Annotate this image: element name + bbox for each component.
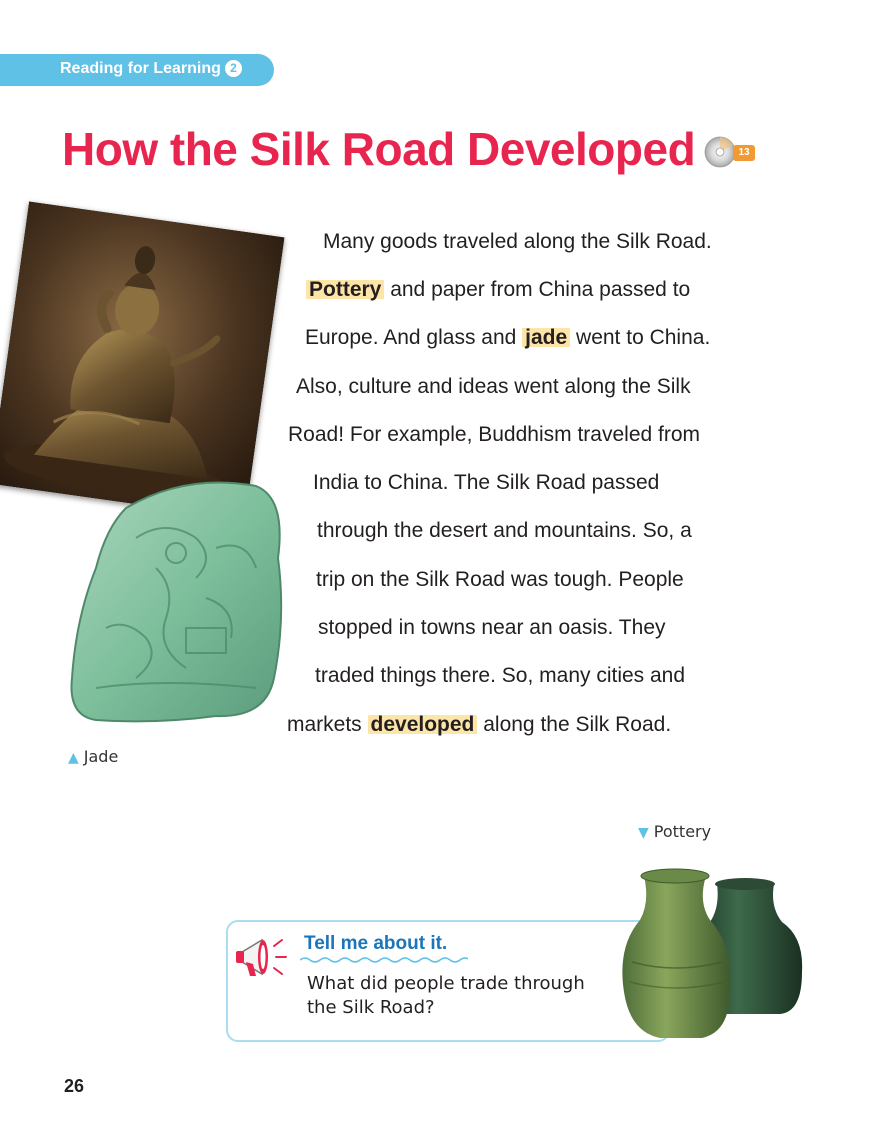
prompt-box-title: Tell me about it.	[304, 933, 448, 954]
triangle-up-icon: ▲	[68, 750, 79, 766]
vocab-highlight-jade: jade	[522, 326, 570, 349]
vocab-highlight-pottery: Pottery	[306, 278, 384, 301]
passage-line	[318, 616, 666, 640]
passage-text: India to China. The Silk Road passed	[313, 471, 660, 494]
passage-text: stopped in towns near an oasis. They	[318, 616, 666, 639]
megaphone-icon	[232, 930, 290, 984]
jade-caption	[68, 747, 118, 766]
pottery-caption-text: Pottery	[653, 822, 712, 841]
passage-line	[315, 664, 685, 688]
audio-track-badge: 13	[733, 145, 755, 161]
passage-text: and paper from China passed to	[384, 278, 691, 301]
passage-line	[306, 278, 690, 302]
passage-line	[287, 713, 671, 737]
passage-line	[305, 326, 710, 350]
passage-text: along the Silk Road.	[477, 713, 672, 736]
pottery-caption	[638, 822, 711, 841]
passage-text: Road! For example, Buddhism traveled from	[288, 423, 701, 446]
passage-text: Europe. And glass and	[305, 326, 523, 349]
passage-line	[323, 230, 712, 254]
section-label-text: Reading for Learning	[60, 60, 221, 77]
wavy-divider	[300, 956, 468, 964]
passage-text: went to China.	[570, 326, 711, 349]
prompt-question-line: What did people trade through	[307, 973, 585, 994]
passage-text: markets	[287, 713, 368, 736]
passage-text: through the desert and mountains. So, a	[317, 519, 692, 542]
passage-line	[288, 423, 700, 447]
passage-line	[317, 519, 692, 543]
passage-text: Also, culture and ideas went along the Silk	[296, 375, 691, 398]
section-number-badge: 2	[225, 60, 242, 77]
passage-line	[296, 375, 691, 399]
buddha-statue-photo	[0, 201, 285, 519]
passage-line	[316, 568, 684, 592]
buddha-statue-image	[0, 201, 285, 519]
jade-carving-image	[66, 478, 288, 728]
passage-text: Many goods traveled along the Silk Road.	[323, 230, 712, 253]
passage-text: traded things there. So, many cities and	[315, 664, 686, 687]
prompt-question-line: the Silk Road?	[307, 997, 435, 1018]
page-title: How the Silk Road Developed	[62, 123, 696, 175]
passage-line	[313, 471, 659, 495]
triangle-down-icon: ▼	[638, 825, 649, 841]
audio-cd-icon[interactable]	[704, 136, 736, 168]
section-label	[60, 60, 242, 78]
vocab-highlight-developed: developed	[368, 713, 478, 736]
page-number: 26	[64, 1076, 85, 1096]
passage-text: trip on the Silk Road was tough. People	[316, 568, 684, 591]
prompt-question	[307, 972, 585, 1020]
pottery-vases-image	[612, 862, 812, 1050]
jade-caption-text: Jade	[83, 747, 119, 766]
